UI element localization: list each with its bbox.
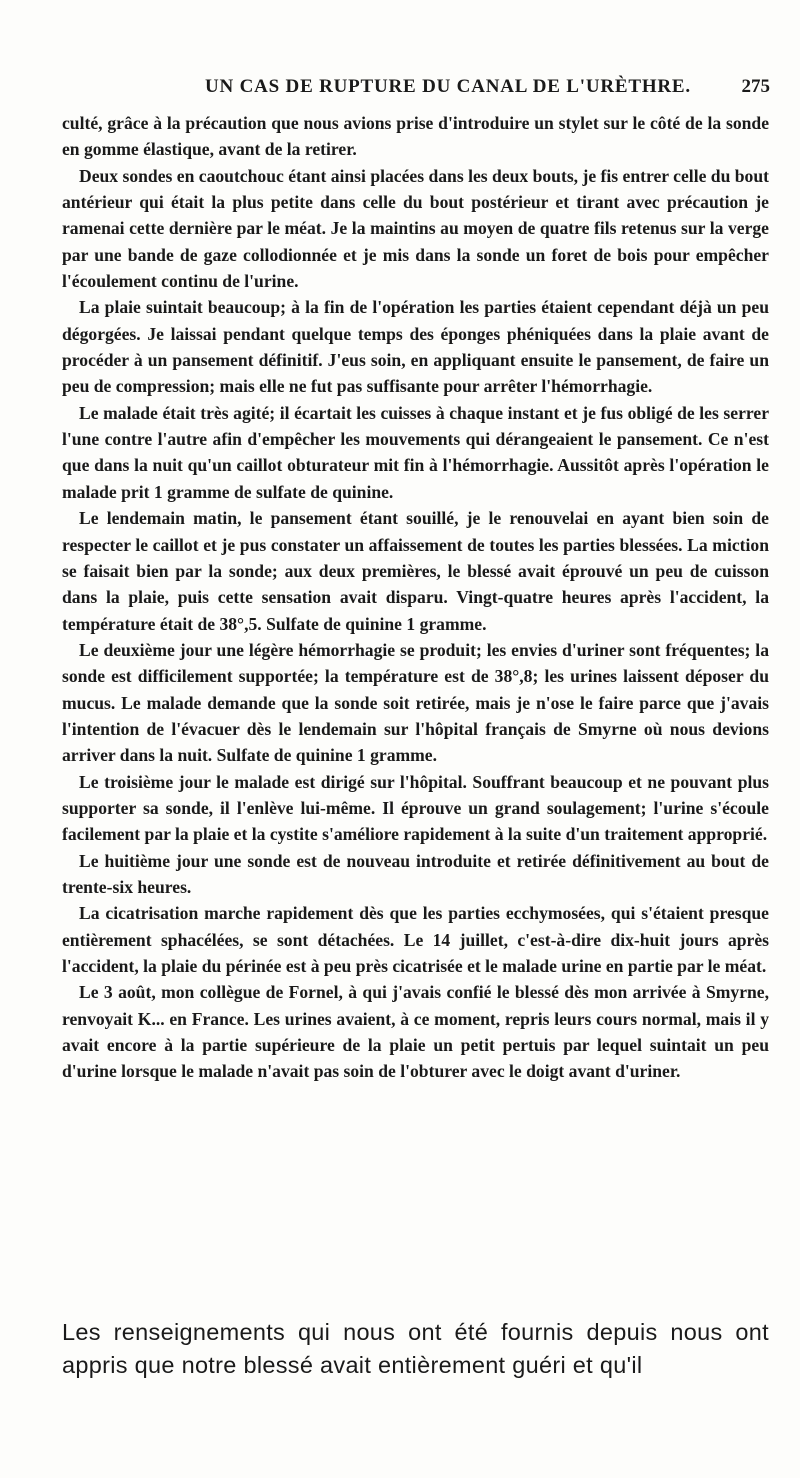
paragraph: Le deuxième jour une légère hémorrhagie se produit; les envies d'uriner sont fréquentes; la sonde est difficilement supportée; la température est de 38°,8; les urines laissent déposer du mucus. Le malade demande que la sonde soit retirée, mais je n'ose le faire parce que j'avais l'intention de l'évacuer dès le lendemain sur l'hôpital français de Smyrne où nous devions arriver dans la nuit. Sulfate de quinine 1 gramme. <box>62 639 769 766</box>
running-header <box>60 76 770 100</box>
paragraph: Le lendemain matin, le pansement étant souillé, je le renouvelai en ayant bien soin de respecter le caillot et je pus constater un affaissement de toutes les parties blessées. La miction se faisait bien par la sonde; aux deux premières, le blessé avait éprouvé un peu de cuisson dans la plaie, puis cette sensation avait disparu. Vingt-quatre heures après l'accident, la température était de 38°,5. Sulfate de quinine 1 gramme. <box>62 508 769 634</box>
paragraph: La plaie suintait beaucoup; à la fin de l'opération les parties étaient cependant déjà un peu dégorgées. Je laissai pendant quelque temps des éponges phéniquées dans la plaie avant de procéder à un pansement définitif. J'eus soin, en appliquant ensuite le pansement, de faire un peu de compression; mais elle ne fut pas suffisante pour arrêter l'hémorrhagie. <box>62 297 769 397</box>
page-number: 275 <box>741 76 770 97</box>
paragraph: Le 3 août, mon collègue de Fornel, à qui j'avais confié le blessé dès mon arrivée à Smyrne, renvoyait K... en France. Les urines avaient, à ce moment, repris leurs cours normal, mais il y avait encore à la partie supérieure de la plaie un petit pertuis par lequel suintait un peu d'urine lorsque le malade n'avait pas soin de l'obturer avec le doigt avant d'uriner. <box>62 982 769 1082</box>
closing-paragraph: Les renseignements qui nous ont été fournis depuis nous ont appris que notre blessé avait entièrement guéri et qu'il <box>62 1319 769 1378</box>
paragraph: La cicatrisation marche rapidement dès que les parties ecchymosées, qui s'étaient presque entièrement sphacélées, se sont détachées. Le 14 juillet, c'est-à-dire dix-huit jours après l'accident, la plaie du périnée est à peu près cicatrisée et le malade urine en partie par le méat. <box>62 903 769 976</box>
paragraph: Deux sondes en caoutchouc étant ainsi placées dans les deux bouts, je fis entrer celle du bout antérieur qui était la plus petite dans celle du bout postérieur et tirant avec précaution je ramenai cette dernière par le méat. Je la maintins au moyen de quatre fils retenus sur la verge par une bande de gaze collodionnée et je mis dans la sonde un foret de bois pour empêcher l'écoulement continu de l'urine. <box>62 165 769 292</box>
paragraph-continued: culté, grâce à la précaution que nous avions prise d'introduire un stylet sur le côté de la sonde en gomme élastique, avant de la retirer. <box>62 113 769 160</box>
closing-text <box>62 1316 769 1382</box>
running-title: UN CAS DE RUPTURE DU CANAL DE L'URÈTHRE. <box>205 76 691 97</box>
paragraph: Le troisième jour le malade est dirigé sur l'hôpital. Souffrant beaucoup et ne pouvant plus supporter sa sonde, il l'enlève lui-même. Il éprouve un grand soulagement; l'urine s'écoule facilement par la plaie et la cystite s'améliore rapidement à la suite d'un traitement approprié. <box>62 771 769 845</box>
paragraph: Le malade était très agité; il écartait les cuisses à chaque instant et je fus obligé de les serrer l'une contre l'autre afin d'empêcher les mouvements qui dérangeaient le pansement. Ce n'est que dans la nuit qu'un caillot obturateur mit fin à l'hémorrhagie. Aussitôt après l'opération le malade prit 1 gramme de sulfate de quinine. <box>62 402 769 502</box>
paragraph: Le huitième jour une sonde est de nouveau introduite et retirée définitivement au bout de trente-six heures. <box>62 850 769 897</box>
body-text <box>62 110 769 1085</box>
